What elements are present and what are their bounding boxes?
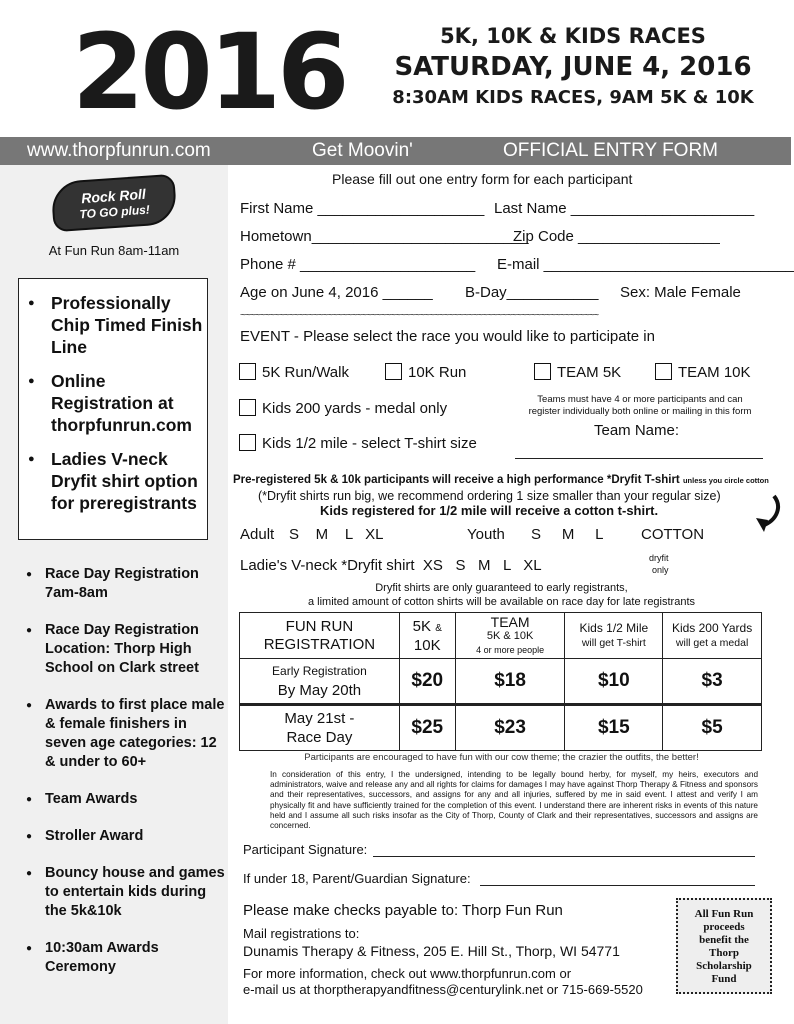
info-item: ● Bouncy house and games to entertain kids during the 5k&10k	[18, 864, 228, 921]
header-text: &	[435, 622, 442, 634]
info-line-1: For more information, check out www.thorpfunrun.com or	[243, 966, 572, 981]
phone-field[interactable]: Phone # _____________________	[240, 256, 476, 273]
guarantee-note-2: a limited amount of cotton shirts will be available on race day for late registrants	[307, 596, 696, 608]
unless-cotton-note: unless you circle cotton	[682, 476, 769, 485]
option-label: Kids 200 yards - medal only	[262, 400, 448, 417]
pre-reg-text: Pre-registered 5k & 10k participants will receive a high performance *Dryfit T-shirt	[233, 474, 680, 486]
scholar-text: All Fun Run	[694, 908, 754, 920]
price-cell: $20	[399, 659, 455, 705]
team-note-1: Teams must have 4 or more participants and can	[537, 394, 743, 405]
scholar-text: Fund	[711, 973, 737, 985]
checkbox[interactable]	[655, 363, 672, 380]
dryfit-size-note: (*Dryfit shirts run big, we recommend ordering 1 size smaller than your regular size)	[258, 489, 721, 503]
price-cell: $3	[663, 659, 762, 705]
checkbox[interactable]	[239, 363, 256, 380]
header-cell	[663, 613, 762, 659]
logo-text-2: TO GO plus!	[78, 202, 151, 222]
row-label-text: Early Registration	[272, 664, 367, 678]
header-text: 10K	[413, 636, 441, 654]
slogan: Get Moovin'	[312, 140, 413, 161]
checks-payable: Please make checks payable to: Thorp Fun Run	[243, 902, 563, 919]
option-5k-run[interactable]	[239, 363, 349, 381]
hometown-field[interactable]: Hometown__________________________	[240, 228, 529, 245]
mail-label: Mail registrations to:	[243, 926, 360, 941]
youth-size-options[interactable]: S M L	[531, 526, 604, 543]
scholar-text: benefit the	[699, 934, 749, 946]
feature-box	[18, 278, 208, 540]
option-10k-run[interactable]	[385, 363, 466, 381]
dryfit-only-2: only	[652, 565, 669, 575]
info-item: ● 10:30am Awards Ceremony	[18, 939, 228, 977]
form-instructions: Please fill out one entry form for each participant	[332, 171, 633, 187]
info-item: ● Stroller Award	[18, 827, 228, 846]
zip-code-field[interactable]: Zip Code _________________	[513, 228, 720, 245]
website-link[interactable]: www.thorpfunrun.com	[27, 140, 211, 161]
races-line: 5K, 10K & KIDS RACES	[440, 24, 706, 48]
fee-table	[239, 612, 762, 751]
first-name-field[interactable]: First Name ____________________	[240, 200, 485, 217]
header-text: 4 or more people	[476, 644, 545, 655]
cow-theme-note: Participants are encouraged to have fun with our cow theme; the crazier the outfits, the better!	[304, 752, 699, 763]
header-text: 5K	[412, 617, 432, 635]
separator: ~~~~~~~~~~~~~~~~~~~~~~~~~~~~~~~~~~~~~~~~~~~~~~~~~~~~~~~~~~~~~~~~~~~~~~~~~~	[240, 310, 599, 321]
row-label-text: Race Day	[286, 729, 353, 746]
dryfit-only-1: dryfit	[649, 553, 669, 563]
curved-arrow-icon	[748, 494, 784, 534]
price-cell: $23	[455, 705, 565, 751]
ladies-vneck-options[interactable]: Ladie's V-neck *Dryfit shirt XS S M L XL	[240, 557, 542, 574]
header-text: will get T-shirt	[581, 636, 646, 649]
checkbox[interactable]	[239, 399, 256, 416]
participant-signature-label: Participant Signature:	[243, 842, 368, 857]
header-text: REGISTRATION	[263, 635, 376, 653]
header-text: TEAM	[490, 613, 530, 630]
guardian-signature-label: If under 18, Parent/Guardian Signature:	[243, 871, 471, 886]
checkbox[interactable]	[239, 434, 256, 451]
header-cell	[399, 613, 455, 659]
waiver-text: In consideration of this entry, I the undersigned, intending to be legally bound herby, for myself, my heirs, executors and administrators, waive and release any and all rights for claims for damages I may have against Thorp Therapy & Fitness and sponsors and their representatives, successors, and assigns for any and all injuries, suffered by me in said event. I attest and verify I am physically fit and have sufficiently trained for the completion of this event. I understand there are inherent risks in events of this nature held and I assume all such risks insofar as the City of Thorp, County of Clark and their representatives, successors and assigns are concerned.	[270, 770, 758, 831]
guardian-signature-field[interactable]	[480, 885, 755, 886]
checkbox[interactable]	[385, 363, 402, 380]
team-name-field[interactable]	[515, 458, 763, 459]
option-label: Kids 1/2 mile - select T-shirt size	[262, 435, 477, 452]
option-label: TEAM 10K	[678, 364, 751, 381]
option-team-5k[interactable]	[534, 363, 621, 381]
youth-size-label: Youth	[467, 526, 505, 543]
table-row	[240, 659, 762, 705]
row-label	[240, 659, 400, 705]
kids-shirt-note: Kids registered for 1/2 mile will receive a cotton t-shirt.	[320, 503, 659, 518]
info-item: ● Awards to first place male & female finishers in seven age categories: 12 & under to 60+	[18, 696, 228, 772]
title-bar	[0, 137, 791, 165]
event-headline	[375, 22, 771, 112]
logo-text-1: Rock Roll	[80, 185, 147, 207]
times-line: 8:30AM KIDS RACES, 9AM 5K & 10K	[392, 87, 754, 108]
header-text: will get a medal	[675, 636, 749, 649]
header-text: FUN RUN	[285, 617, 354, 635]
fun-run-time: At Fun Run 8am-11am	[48, 243, 180, 258]
row-label-text: May 21st -	[284, 710, 355, 727]
price-cell: $18	[455, 659, 565, 705]
feature-item: ● Professionally Chip Timed Finish Line	[19, 292, 207, 358]
adult-size-options[interactable]: S M L XL	[289, 526, 384, 543]
table-row	[240, 705, 762, 751]
header-text: Kids 1/2 Mile	[579, 620, 649, 635]
option-label: 5K Run/Walk	[262, 364, 349, 381]
scholarship-box	[676, 898, 772, 994]
team-name-label: Team Name:	[594, 422, 680, 439]
option-kids-200[interactable]	[239, 399, 447, 417]
mail-address: Dunamis Therapy & Fitness, 205 E. Hill St., Thorp, WI 54771	[243, 943, 620, 959]
price-cell: $5	[663, 705, 762, 751]
date-line: SATURDAY, JUNE 4, 2016	[394, 52, 752, 82]
price-cell: $25	[399, 705, 455, 751]
cotton-option[interactable]: COTTON	[641, 526, 705, 543]
form-title: OFFICIAL ENTRY FORM	[503, 140, 719, 161]
participant-signature-field[interactable]	[373, 856, 755, 857]
price-cell: $15	[565, 705, 663, 751]
info-item: ● Team Awards	[18, 790, 228, 809]
event-year: 2016	[72, 11, 346, 133]
team-note-2: register individually both online or mailing in this form	[528, 406, 752, 417]
info-item: ● Race Day Registration Location: Thorp High School on Clark street	[18, 621, 228, 678]
last-name-field[interactable]: Last Name ______________________	[494, 200, 755, 217]
guarantee-note-1: Dryfit shirts are only guaranteed to early registrants,	[375, 582, 628, 594]
pre-reg-shirt-note	[233, 474, 769, 486]
email-field[interactable]: E-mail ______________________________	[497, 256, 794, 273]
adult-size-label: Adult	[240, 526, 275, 543]
header-cell	[455, 613, 565, 659]
header-cell	[240, 613, 400, 659]
header-text: 5K & 10K	[486, 629, 534, 642]
option-kids-half-mile[interactable]	[239, 434, 477, 452]
age-field[interactable]: Age on June 4, 2016 ______	[240, 284, 433, 301]
table-header-row	[240, 613, 762, 659]
option-label: 10K Run	[408, 364, 467, 381]
header-text: Kids 200 Yards	[671, 620, 753, 635]
feature-item: ● Online Registration at thorpfunrun.com	[19, 370, 207, 436]
scholar-text: Thorp	[709, 947, 739, 959]
bday-field[interactable]: B-Day___________	[465, 284, 599, 301]
feature-item: ● Ladies V-neck Dryfit shirt option for preregistrants	[19, 448, 207, 514]
sex-field[interactable]: Sex: Male Female	[620, 284, 741, 301]
info-item: ● Race Day Registration 7am-8am	[18, 565, 228, 603]
row-label	[240, 705, 400, 751]
row-label-text: By May 20th	[277, 682, 362, 699]
header-cell	[565, 613, 663, 659]
scholar-text: proceeds	[703, 921, 745, 933]
price-cell: $10	[565, 659, 663, 705]
option-team-10k[interactable]	[655, 363, 751, 381]
option-label: TEAM 5K	[557, 364, 622, 381]
event-prompt: EVENT - Please select the race you would like to participate in	[240, 328, 655, 345]
scholar-text: Scholarship	[696, 960, 752, 972]
checkbox[interactable]	[534, 363, 551, 380]
info-list	[18, 565, 228, 995]
info-line-2[interactable]: e-mail us at thorptherapyandfitness@centurylink.net or 715-669-5520	[243, 982, 643, 997]
